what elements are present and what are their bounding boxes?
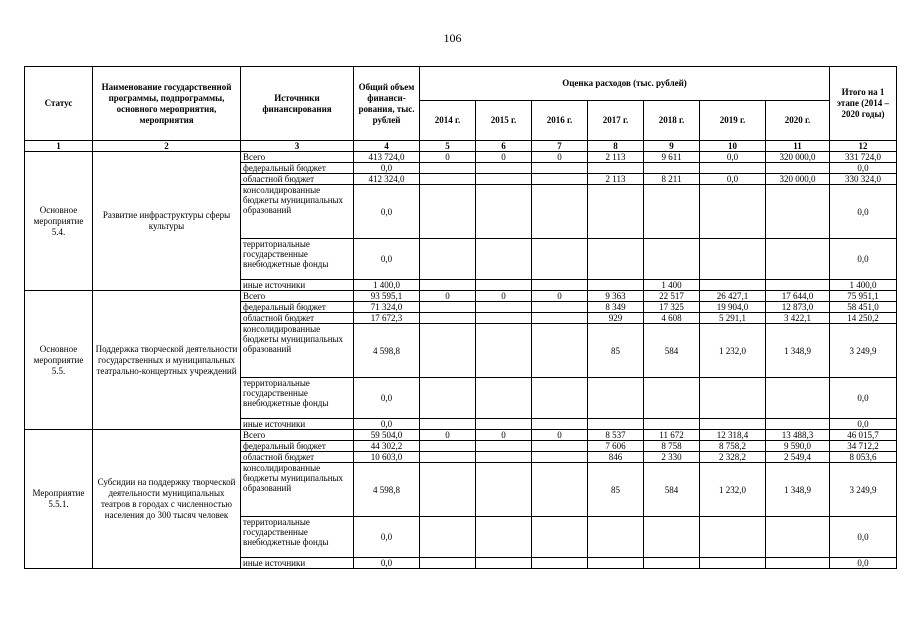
column-number: 7	[532, 141, 588, 152]
source-cell: областной бюджет	[241, 313, 354, 324]
year-value-cell: 19 904,0	[700, 302, 766, 313]
name-cell: Субсидии на поддержку творческой деятельности муниципальных театров в городах с численностью населения до 300 тысяч человек	[93, 430, 241, 569]
year-value-cell	[420, 419, 476, 430]
year-value-cell	[532, 185, 588, 239]
year-value-cell: 0,0	[700, 174, 766, 185]
year-value-cell	[700, 517, 766, 558]
header-year: 2017 г.	[588, 101, 644, 141]
total-cell: 71 324,0	[354, 302, 420, 313]
year-value-cell	[532, 517, 588, 558]
year-value-cell	[532, 324, 588, 378]
year-value-cell: 1 348,9	[766, 324, 830, 378]
year-value-cell: 17 644,0	[766, 291, 830, 302]
total-cell: 413 724,0	[354, 152, 420, 163]
header-estimate: Оценка расходов (тыс. рублей)	[420, 67, 830, 101]
year-value-cell	[644, 185, 700, 239]
year-value-cell	[420, 239, 476, 280]
year-value-cell	[420, 452, 476, 463]
table-row	[25, 291, 897, 302]
year-value-cell	[476, 280, 532, 291]
year-value-cell	[420, 185, 476, 239]
status-cell: Мероприятие 5.5.1.	[25, 430, 93, 569]
year-value-cell: 11 672	[644, 430, 700, 441]
year-value-cell: 1 232,0	[700, 324, 766, 378]
stage-total-cell: 0,0	[830, 517, 897, 558]
year-value-cell	[644, 163, 700, 174]
year-value-cell	[532, 441, 588, 452]
year-value-cell	[420, 441, 476, 452]
year-value-cell	[700, 419, 766, 430]
year-value-cell: 22 517	[644, 291, 700, 302]
year-value-cell: 846	[588, 452, 644, 463]
total-cell: 0,0	[354, 185, 420, 239]
year-value-cell	[588, 378, 644, 419]
year-value-cell	[476, 174, 532, 185]
total-cell: 412 324,0	[354, 174, 420, 185]
year-value-cell	[532, 313, 588, 324]
column-number: 1	[25, 141, 93, 152]
year-value-cell	[476, 419, 532, 430]
year-value-cell	[700, 163, 766, 174]
year-value-cell	[476, 185, 532, 239]
total-cell: 93 595,1	[354, 291, 420, 302]
year-value-cell	[700, 558, 766, 569]
year-value-cell: 26 427,1	[700, 291, 766, 302]
year-value-cell: 1 348,9	[766, 463, 830, 517]
source-cell: Всего	[241, 291, 354, 302]
year-value-cell: 7 606	[588, 441, 644, 452]
year-value-cell	[766, 239, 830, 280]
source-cell: федеральный бюджет	[241, 163, 354, 174]
total-cell: 10 603,0	[354, 452, 420, 463]
source-cell: консолидированные бюджеты муниципальных образований	[241, 324, 354, 378]
stage-total-cell: 3 249,9	[830, 463, 897, 517]
stage-total-cell: 3 249,9	[830, 324, 897, 378]
stage-total-cell: 0,0	[830, 419, 897, 430]
year-value-cell	[532, 558, 588, 569]
total-cell: 44 302,2	[354, 441, 420, 452]
table-row	[25, 430, 897, 441]
stage-total-cell: 8 053,6	[830, 452, 897, 463]
header-year: 2015 г.	[476, 101, 532, 141]
year-value-cell	[588, 239, 644, 280]
total-cell: 0,0	[354, 239, 420, 280]
stage-total-cell: 0,0	[830, 163, 897, 174]
stage-total-cell: 0,0	[830, 378, 897, 419]
year-value-cell	[476, 239, 532, 280]
header-year: 2016 г.	[532, 101, 588, 141]
year-value-cell: 0	[476, 152, 532, 163]
year-value-cell	[420, 163, 476, 174]
status-cell: Основное мероприятие 5.5.	[25, 291, 93, 430]
stage-total-cell: 0,0	[830, 185, 897, 239]
name-cell: Поддержка творческой деятельности государственных и муниципальных театрально-концертных учреждений	[93, 291, 241, 430]
year-value-cell: 8 211	[644, 174, 700, 185]
source-cell: Всего	[241, 152, 354, 163]
stage-total-cell: 34 712,2	[830, 441, 897, 452]
stage-total-cell: 330 324,0	[830, 174, 897, 185]
column-number: 4	[354, 141, 420, 152]
header-year: 2014 г.	[420, 101, 476, 141]
year-value-cell	[532, 378, 588, 419]
total-cell: 1 400,0	[354, 280, 420, 291]
name-cell: Развитие инфраструктуры сферы культуры	[93, 152, 241, 291]
year-value-cell: 0	[532, 291, 588, 302]
stage-total-cell: 46 015,7	[830, 430, 897, 441]
year-value-cell	[588, 419, 644, 430]
header-stage-total: Итого на 1 этапе (2014 – 2020 годы)	[830, 67, 897, 141]
year-value-cell	[588, 517, 644, 558]
total-cell: 4 598,8	[354, 324, 420, 378]
column-number: 5	[420, 141, 476, 152]
year-value-cell	[766, 163, 830, 174]
year-value-cell	[766, 558, 830, 569]
header-sources: Источники финансирования	[241, 67, 354, 141]
year-value-cell	[588, 558, 644, 569]
year-value-cell	[476, 302, 532, 313]
header-year: 2019 г.	[700, 101, 766, 141]
stage-total-cell: 14 250,2	[830, 313, 897, 324]
year-value-cell: 9 363	[588, 291, 644, 302]
year-value-cell: 2 113	[588, 152, 644, 163]
year-value-cell	[476, 378, 532, 419]
year-value-cell	[532, 239, 588, 280]
stage-total-cell: 75 951,1	[830, 291, 897, 302]
column-number: 8	[588, 141, 644, 152]
total-cell: 0,0	[354, 419, 420, 430]
year-value-cell	[644, 419, 700, 430]
column-number-row	[25, 141, 897, 152]
stage-total-cell: 0,0	[830, 239, 897, 280]
year-value-cell	[420, 302, 476, 313]
source-cell: территориальные государственные внебюджетные фонды	[241, 239, 354, 280]
year-value-cell: 8 758	[644, 441, 700, 452]
source-cell: областной бюджет	[241, 174, 354, 185]
total-cell: 0,0	[354, 378, 420, 419]
year-value-cell	[420, 378, 476, 419]
stage-total-cell: 1 400,0	[830, 280, 897, 291]
year-value-cell	[476, 558, 532, 569]
year-value-cell	[644, 517, 700, 558]
year-value-cell: 0	[476, 291, 532, 302]
source-cell: иные источники	[241, 419, 354, 430]
year-value-cell: 0	[476, 430, 532, 441]
header-status: Статус	[25, 67, 93, 141]
year-value-cell	[532, 463, 588, 517]
year-value-cell: 3 422,1	[766, 313, 830, 324]
year-value-cell	[588, 163, 644, 174]
year-value-cell: 2 549,4	[766, 452, 830, 463]
source-cell: Всего	[241, 430, 354, 441]
source-cell: территориальные государственные внебюджетные фонды	[241, 378, 354, 419]
year-value-cell	[588, 185, 644, 239]
year-value-cell: 0,0	[700, 152, 766, 163]
page-number: 106	[443, 31, 462, 45]
year-value-cell: 85	[588, 463, 644, 517]
source-cell: федеральный бюджет	[241, 302, 354, 313]
year-value-cell	[476, 452, 532, 463]
header-year: 2018 г.	[644, 101, 700, 141]
year-value-cell	[476, 517, 532, 558]
year-value-cell	[420, 280, 476, 291]
total-cell: 4 598,8	[354, 463, 420, 517]
year-value-cell: 8 537	[588, 430, 644, 441]
source-cell: консолидированные бюджеты муниципальных образований	[241, 463, 354, 517]
year-value-cell: 2 113	[588, 174, 644, 185]
source-cell: консолидированные бюджеты муниципальных образований	[241, 185, 354, 239]
year-value-cell	[532, 174, 588, 185]
stage-total-cell: 58 451,0	[830, 302, 897, 313]
year-value-cell: 12 318,4	[700, 430, 766, 441]
year-value-cell: 8 349	[588, 302, 644, 313]
header-year: 2020 г.	[766, 101, 830, 141]
year-value-cell: 9 590,0	[766, 441, 830, 452]
year-value-cell	[644, 239, 700, 280]
source-cell: областной бюджет	[241, 452, 354, 463]
source-cell: иные источники	[241, 558, 354, 569]
year-value-cell	[766, 280, 830, 291]
year-value-cell	[476, 441, 532, 452]
year-value-cell: 2 330	[644, 452, 700, 463]
year-value-cell: 584	[644, 463, 700, 517]
stage-total-cell: 331 724,0	[830, 152, 897, 163]
year-value-cell: 85	[588, 324, 644, 378]
year-value-cell	[420, 174, 476, 185]
year-value-cell	[420, 313, 476, 324]
header-total: Общий объем финанси-рования, тыс. рублей	[354, 67, 420, 141]
total-cell: 0,0	[354, 517, 420, 558]
column-number: 3	[241, 141, 354, 152]
column-number: 10	[700, 141, 766, 152]
year-value-cell	[700, 185, 766, 239]
year-value-cell	[532, 302, 588, 313]
year-value-cell: 4 608	[644, 313, 700, 324]
year-value-cell: 320 000,0	[766, 174, 830, 185]
stage-total-cell: 0,0	[830, 558, 897, 569]
year-value-cell	[420, 517, 476, 558]
year-value-cell	[700, 280, 766, 291]
year-value-cell	[644, 558, 700, 569]
source-cell: территориальные государственные внебюджетные фонды	[241, 517, 354, 558]
year-value-cell: 5 291,1	[700, 313, 766, 324]
year-value-cell: 0	[420, 152, 476, 163]
year-value-cell: 0	[420, 430, 476, 441]
year-value-cell: 584	[644, 324, 700, 378]
year-value-cell	[532, 163, 588, 174]
year-value-cell: 0	[532, 430, 588, 441]
year-value-cell: 2 328,2	[700, 452, 766, 463]
column-number: 6	[476, 141, 532, 152]
total-cell: 0,0	[354, 558, 420, 569]
column-number: 9	[644, 141, 700, 152]
year-value-cell: 12 873,0	[766, 302, 830, 313]
year-value-cell: 320 000,0	[766, 152, 830, 163]
year-value-cell: 1 400	[644, 280, 700, 291]
year-value-cell: 0	[532, 152, 588, 163]
year-value-cell: 8 758,2	[700, 441, 766, 452]
table-row	[25, 152, 897, 163]
budget-table	[24, 66, 897, 569]
column-number: 2	[93, 141, 241, 152]
column-number: 12	[830, 141, 897, 152]
year-value-cell	[532, 280, 588, 291]
year-value-cell	[700, 239, 766, 280]
year-value-cell	[532, 452, 588, 463]
status-cell: Основное мероприятие 5.4.	[25, 152, 93, 291]
year-value-cell	[476, 324, 532, 378]
year-value-cell	[766, 419, 830, 430]
total-cell: 0,0	[354, 163, 420, 174]
year-value-cell: 0	[420, 291, 476, 302]
total-cell: 17 672,3	[354, 313, 420, 324]
year-value-cell	[476, 313, 532, 324]
year-value-cell	[420, 324, 476, 378]
source-cell: иные источники	[241, 280, 354, 291]
year-value-cell	[476, 463, 532, 517]
year-value-cell	[420, 463, 476, 517]
year-value-cell: 13 488,3	[766, 430, 830, 441]
year-value-cell: 1 232,0	[700, 463, 766, 517]
year-value-cell: 929	[588, 313, 644, 324]
column-number: 11	[766, 141, 830, 152]
year-value-cell	[766, 517, 830, 558]
year-value-cell: 9 611	[644, 152, 700, 163]
source-cell: федеральный бюджет	[241, 441, 354, 452]
total-cell: 59 504,0	[354, 430, 420, 441]
header-name: Наименование государственной программы, подпрограммы, основного мероприятия, мероприятия	[93, 67, 241, 141]
year-value-cell	[766, 378, 830, 419]
year-value-cell	[644, 378, 700, 419]
year-value-cell	[766, 185, 830, 239]
year-value-cell	[700, 378, 766, 419]
year-value-cell	[420, 558, 476, 569]
year-value-cell: 17 325	[644, 302, 700, 313]
year-value-cell	[532, 419, 588, 430]
year-value-cell	[476, 163, 532, 174]
year-value-cell	[588, 280, 644, 291]
